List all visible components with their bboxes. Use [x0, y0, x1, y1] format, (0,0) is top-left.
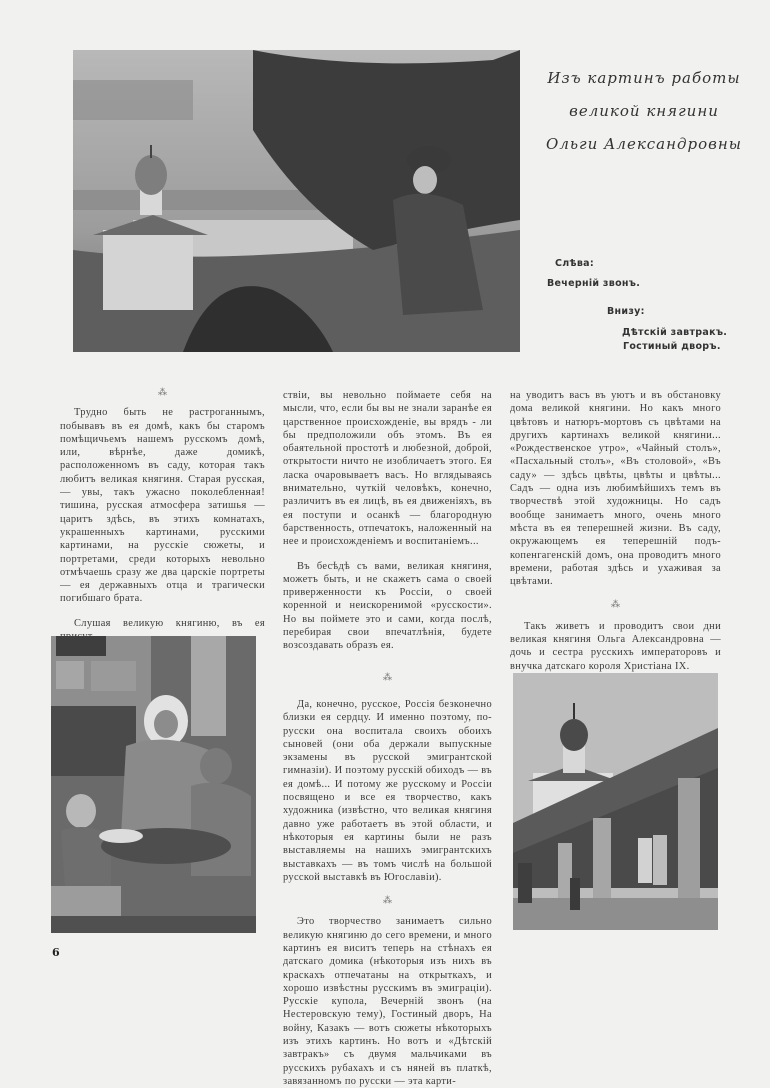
painting-evening-bells [73, 50, 520, 352]
caption-below-title-2: Гостиный дворъ. [623, 341, 721, 352]
separator-asterism: ⁂ [611, 599, 620, 610]
caption-below-label: Внизу: [607, 306, 645, 317]
painting-childrens-breakfast [51, 636, 256, 933]
article-paragraph: Трудно быть не растроганнымъ, побывавъ въ ея домѣ, какъ бы старомъ помѣщичьемъ нашемъ русскомъ домѣ, или, вѣрнѣе, даже домикѣ, расположенномъ въ саду, которая такъ любитъ великая княгиня. Старая русская, — увы, такъ ужасно поколебленная! тишина, русская атмосфера затишья — царитъ здѣсь, въ этихъ комнатахъ, украшенныхъ картинами, русскими картинами, на русскіе сюжеты, и портретами, среди которыхъ невольно отмѣчаешь сразу же два царскіе портреты — ея державныхъ отца и трагически погибшаго брата. [60, 407, 265, 605]
caption-left-label: Слѣва: [555, 258, 594, 269]
article-title [528, 62, 760, 161]
article-column-1 [60, 380, 265, 643]
article-paragraph: Да, конечно, русское, Россія безконечно близки ея сердцу. И именно поэтому, по-русски она воспитала своихъ обоихъ сыновей (они оба держали выпускные экзамены въ русской эмигрантской гимназіи). И поэтому русскій обиходъ — въ ея домѣ... И потому же русскому и Россіи посвящено и все ея творчество, какъ художника (извѣстно, что великая княгиня давно уже работаетъ въ этой области, и нѣкоторыя ея картины были не разъ выставляемы на нашихъ эмигрантскихъ выставкахъ — въ томъ числѣ на большой русской выставкѣ въ Югославіи). [283, 698, 492, 883]
article-paragraph: на уводитъ васъ въ уютъ и въ обстановку дома великой княгини. Но какъ много цвѣтовъ и натюръ-мортовъ съ цвѣтами на другихъ картинахъ великой княгини... «Рождественское утро», «Чайный столъ», «Пасхальный столъ», «Въ столовой», «Въ саду» — здѣсь цвѣты, цвѣты и цвѣты... Садъ — одна изъ любимѣйшихъ темъ въ творчествѣ этой художницы. Но садъ вообще занимаетъ много, очень много мѣста въ ея теперешней жизни. Въ саду, окружающемъ ея теперешній подъ-копенгагенскій домъ, она проводитъ много времени, работая здѣсь и ухаживая за цвѣтами. [510, 390, 721, 588]
painting-merchant-yard [513, 673, 718, 930]
title-line-1: Изъ картинъ работы [547, 69, 741, 87]
article-column-3 [510, 389, 721, 698]
caption-below-title-1: Дѣтскій завтракъ. [622, 327, 728, 338]
painting-merchant-yard-image [513, 673, 718, 930]
painting-childrens-breakfast-image [51, 636, 256, 933]
separator-asterism: ⁂ [158, 387, 167, 397]
article-column-2 [283, 389, 492, 1088]
separator-asterism: ⁂ [383, 895, 392, 906]
separator-asterism: ⁂ [383, 671, 392, 682]
article-paragraph: Это творчество занимаетъ сильно великую княгиню до сего времени, и много картинъ ея виситъ теперь на стѣнахъ ея датскаго домика (нѣкоторыя изъ нихъ въ краскахъ отпечатаны на открыткахъ, и хорошо извѣстны русскимъ въ эмиграціи). Русскіе купола, Вечерній звонъ (на Нестеровскую тему), Гостиный дворъ, На войну, Казакъ — вотъ сюжеты нѣкоторыхъ изъ этихъ картинъ. Но вотъ и «Дѣтскій завтракъ» съ двумя мальчиками въ русскихъ рубахахъ и съ няней въ платкѣ, завязанномъ по русски — эта карти- [283, 916, 492, 1087]
article-paragraph: ствіи, вы невольно поймаете себя на мысли, что, если бы вы не знали заранѣе ея царственное происхожденіе, вы врядъ - ли бы предположили объ этомъ. Въ ея обаятельной простотѣ и любезной, доброй, открытости ничто не изобличаетъ этого. Ея ласка очаровываетъ васъ. Но вглядываясь внимательно, чуткій человѣкъ, конечно, различитъ въ ея лицѣ, въ ея движеніяхъ, въ ея поступи и осанкѣ — благородную барственность, отпечатокъ, наложенный на нее и происхожденіемъ и воспитаніемъ... [283, 390, 492, 548]
article-paragraph: Такъ живетъ и проводитъ свои дни великая княгиня Ольга Александровна — дочь и сестра русскихъ императоровъ и внучка датскаго короля Христіана IX. [510, 620, 721, 672]
painting-evening-bells-image [73, 50, 520, 352]
article-paragraph: Въ бесѣдѣ съ вами, великая княгиня, можетъ быть, и не скажетъ сама о своей приверженности къ Россіи, о своей коренной и неискоренимой «русскости». Но вы поймете это и сами, когда послѣ, перебирая свои впечатлѣнія, будете возсоздавать образъ ея. [283, 560, 492, 652]
page-number: 6 [52, 946, 60, 959]
title-line-2: великой княгини [569, 102, 719, 120]
caption-left-title: Вечерній звонъ. [547, 278, 641, 289]
title-line-3: Ольги Александровны [546, 135, 742, 153]
article-paragraph: Слушая великую княгиню, въ ея [74, 617, 265, 629]
